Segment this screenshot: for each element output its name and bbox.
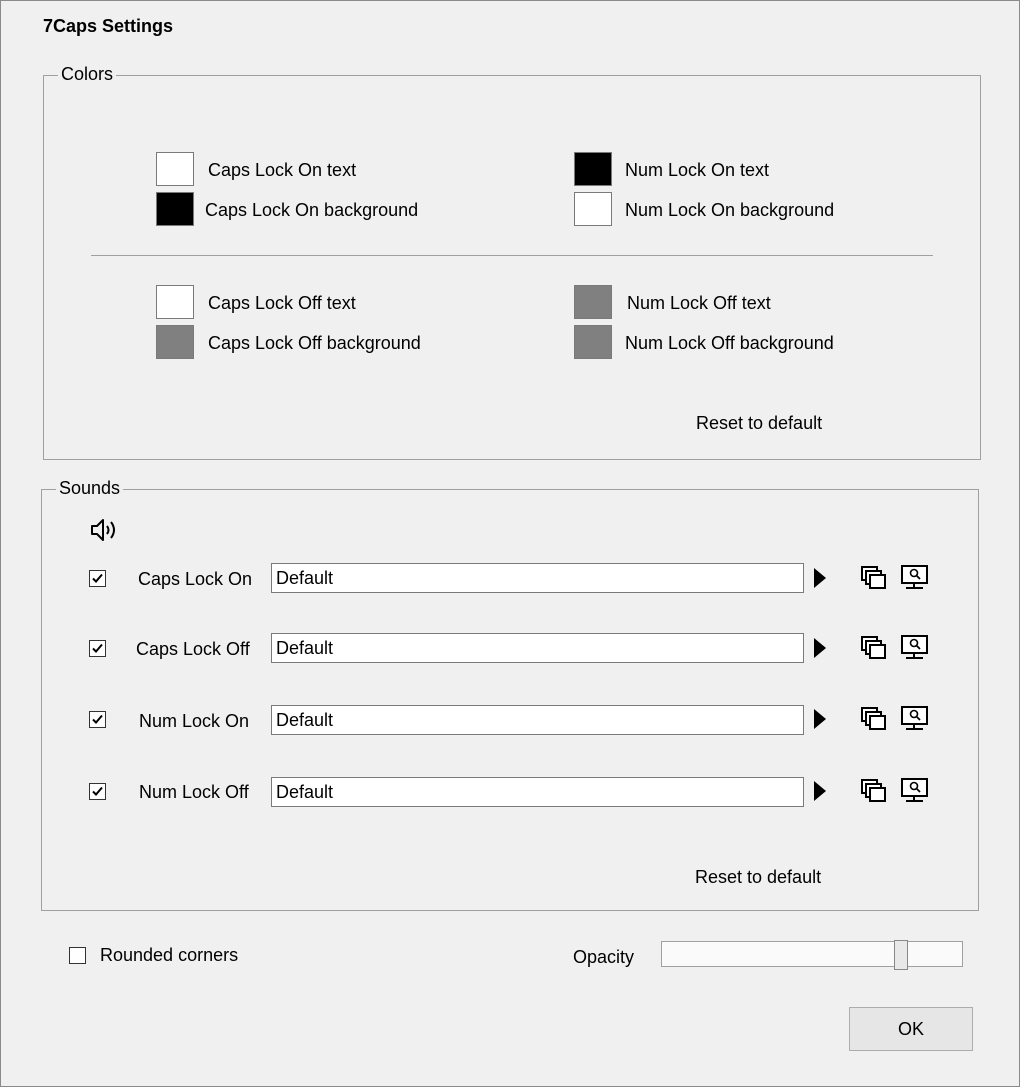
play-icon[interactable] (813, 708, 827, 735)
sounds-reset-link[interactable]: Reset to default (695, 867, 822, 887)
rounded-corners-label: Rounded corners (100, 945, 239, 965)
system-sounds-icon[interactable] (900, 705, 930, 738)
browse-files-icon[interactable] (860, 706, 888, 737)
swatch-num-off-text[interactable] (574, 285, 612, 319)
play-icon[interactable] (813, 567, 827, 594)
sound-input-caps-on[interactable]: Default (271, 563, 804, 593)
colors-group (43, 64, 981, 460)
browse-files-icon[interactable] (860, 778, 888, 809)
sound-input-caps-off[interactable]: Default (271, 633, 804, 663)
sound-label-num-off: Num Lock Off (139, 782, 249, 802)
system-sounds-icon[interactable] (900, 634, 930, 667)
sound-input-num-on[interactable]: Default (271, 705, 804, 735)
rounded-corners-checkbox[interactable] (69, 947, 86, 964)
swatch-num-off-background[interactable] (574, 325, 612, 359)
label-caps-off-text: Caps Lock Off text (208, 293, 356, 313)
system-sounds-icon[interactable] (900, 777, 930, 810)
browse-files-icon[interactable] (860, 565, 888, 596)
checkbox-num-off[interactable] (89, 783, 106, 800)
sounds-group (41, 478, 979, 911)
sound-input-num-off[interactable]: Default (271, 777, 804, 807)
swatch-caps-on-background[interactable] (156, 192, 194, 226)
label-num-on-text: Num Lock On text (625, 160, 770, 180)
sound-label-caps-off: Caps Lock Off (136, 639, 250, 659)
checkbox-caps-on[interactable] (89, 570, 106, 587)
label-caps-on-text: Caps Lock On text (208, 160, 357, 180)
ok-button[interactable]: OK (849, 1007, 973, 1051)
swatch-caps-off-text[interactable] (156, 285, 194, 319)
swatch-caps-off-background[interactable] (156, 325, 194, 359)
opacity-slider-thumb[interactable] (894, 940, 908, 970)
checkbox-num-on[interactable] (89, 711, 106, 728)
swatch-caps-on-text[interactable] (156, 152, 194, 186)
colors-divider (91, 255, 933, 256)
sound-label-caps-on: Caps Lock On (138, 569, 253, 589)
label-num-on-background: Num Lock On background (625, 200, 835, 220)
label-num-off-text: Num Lock Off text (627, 293, 771, 313)
opacity-slider[interactable] (661, 941, 963, 967)
play-icon[interactable] (813, 780, 827, 807)
sounds-group-legend: Sounds (56, 478, 123, 499)
label-caps-off-background: Caps Lock Off background (208, 333, 421, 353)
browse-files-icon[interactable] (860, 635, 888, 666)
checkbox-caps-off[interactable] (89, 640, 106, 657)
label-caps-on-background: Caps Lock On background (205, 200, 419, 220)
opacity-label: Opacity (573, 947, 635, 967)
label-num-off-background: Num Lock Off background (625, 333, 834, 353)
system-sounds-icon[interactable] (900, 564, 930, 597)
colors-group-legend: Colors (58, 64, 116, 85)
window-title: 7Caps Settings (43, 16, 174, 36)
speaker-icon (89, 517, 119, 548)
swatch-num-on-text[interactable] (574, 152, 612, 186)
swatch-num-on-background[interactable] (574, 192, 612, 226)
sound-label-num-on: Num Lock On (139, 711, 250, 731)
play-icon[interactable] (813, 637, 827, 664)
colors-reset-link[interactable]: Reset to default (696, 413, 823, 433)
